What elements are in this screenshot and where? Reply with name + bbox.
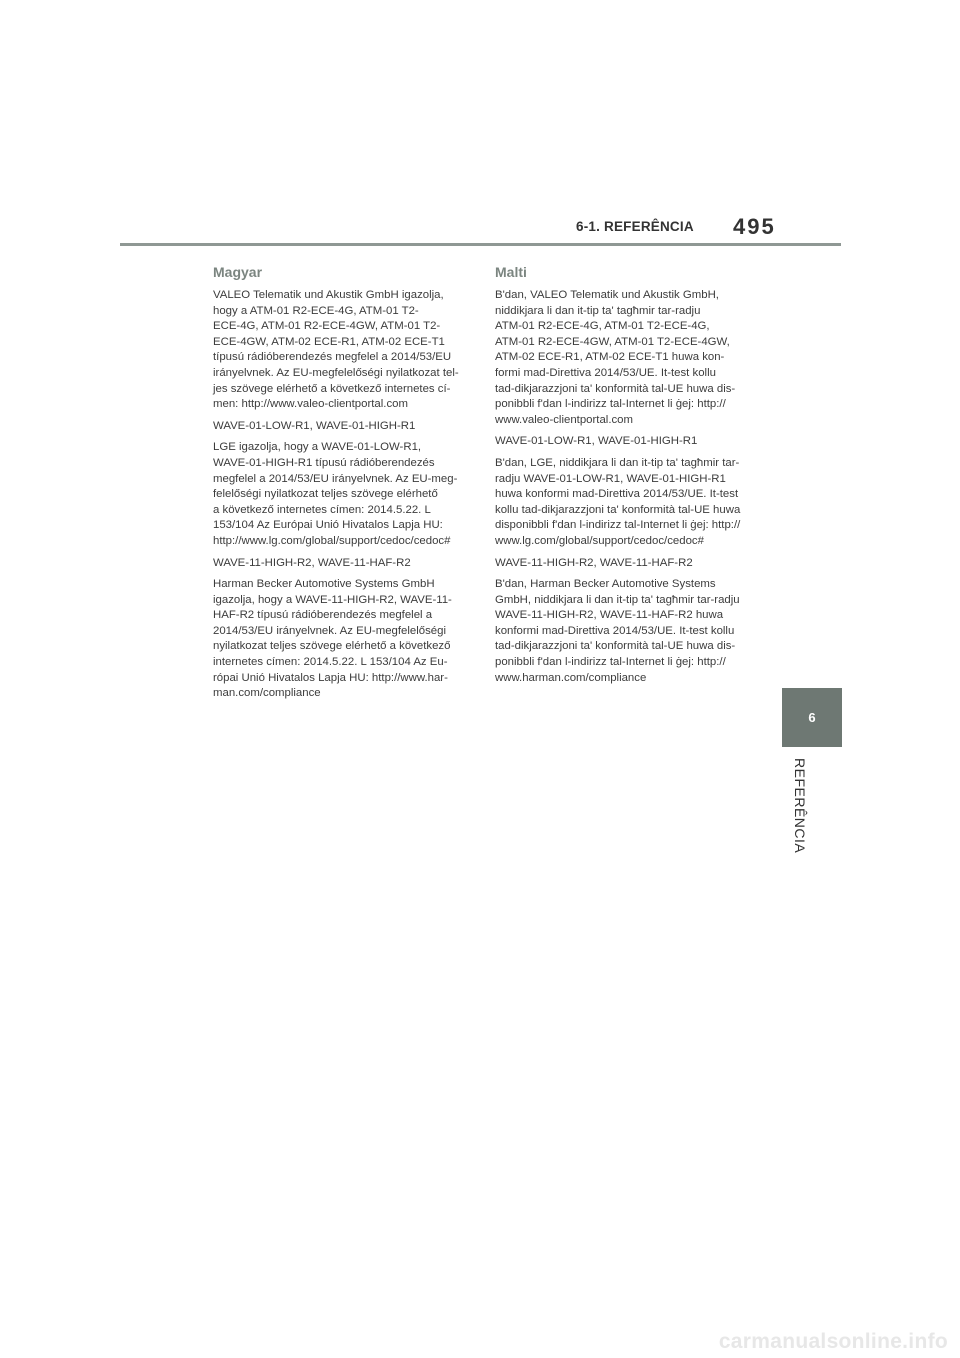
chapter-tab-number: 6 bbox=[808, 710, 816, 725]
paragraph: B'dan, VALEO Telematik und Akustik GmbH, niddikjara li dan it-tip ta' tagħmir tar-radju ATM-01 R2-ECE-4G, ATM-01 T2-ECE-4G, ATM-01 R2-ECE-4GW, ATM-01 T2-ECE-4GW, ATM-02 ECE-R1, ATM-02 ECE-T1 huwa kon- formi mad-Direttiva 2014/53/UE. It-test kollu tad-dikjarazzjoni ta' konformità tal-UE huwa dis- ponibbli f'dan l-indirizz tal-Internet li ġej: http:// www.valeo-clientportal.com bbox=[495, 289, 736, 426]
paragraph: Harman Becker Automotive Systems GmbH igazolja, hogy a WAVE-11-HIGH-R2, WAVE-11- HAF-R2 típusú rádióberendezés megfelel a 2014/53/EU irányelvnek. Az EU-megfelelőségi nyilatkozat teljes szövege elérhető a következő internetes címen: 2014.5.22. L 153/104 Az Eu- rópai Unió Hivatalos Lapja HU: http://www.har- man.com/compliance bbox=[213, 578, 452, 700]
paragraph: B'dan, Harman Becker Automotive Systems GmbH, niddikjara li dan it-tip ta' tagħmir tar-radju WAVE-11-HIGH-R2, WAVE-11-HAF-R2 huwa konformi mad-Direttiva 2014/53/UE. It-test kollu tad-dikjarazzjoni ta' konformità tal-UE huwa dis- ponibbli f'dan l-indirizz tal-Internet li ġej: http:// www.harman.com/compliance bbox=[495, 578, 740, 684]
page-number: 495 bbox=[733, 214, 776, 239]
paragraph: VALEO Telematik und Akustik GmbH igazolja, hogy a ATM-01 R2-ECE-4G, ATM-01 T2- ECE-4G, ATM-01 R2-ECE-4GW, ATM-01 T2- ECE-4GW, ATM-02 ECE-R1, ATM-02 ECE-T1 típusú rádióberendezés megfelel a 2014/53/EU irányelvnek. Az EU-megfelelőségi nyilatkozat tel- jes szövege elérhető a következő internetes cí- men: http://www.valeo-clientportal.com bbox=[213, 289, 459, 411]
section-heading-magyar: Magyar bbox=[213, 264, 263, 280]
watermark: carmanualsonline.info bbox=[718, 1330, 948, 1353]
section-title: 6-1. REFERÊNCIA bbox=[576, 219, 694, 234]
paragraph: WAVE-11-HIGH-R2, WAVE-11-HAF-R2 bbox=[495, 556, 693, 569]
paragraph: WAVE-01-LOW-R1, WAVE-01-HIGH-R1 bbox=[213, 419, 416, 432]
paragraph: WAVE-11-HIGH-R2, WAVE-11-HAF-R2 bbox=[213, 556, 411, 569]
paragraph: B'dan, LGE, niddikjara li dan it-tip ta' tagħmir tar- radju WAVE-01-LOW-R1, WAVE-01-HIGH-R1 huwa konformi mad-Direttiva 2014/53/UE. It-test kollu tad-dikjarazzjoni ta' konformità tal-UE huwa disponibbli f'dan l-indirizz tal-Internet li ġej: http:// www.lg.com/global/support/cedoc/cedoc# bbox=[495, 456, 741, 547]
paragraph: WAVE-01-LOW-R1, WAVE-01-HIGH-R1 bbox=[495, 435, 698, 448]
chapter-tab-label: REFERÊNCIA bbox=[792, 758, 808, 854]
column-malti bbox=[495, 262, 745, 692]
column-magyar bbox=[213, 262, 463, 708]
paragraph: LGE igazolja, hogy a WAVE-01-LOW-R1, WAVE-01-HIGH-R1 típusú rádióberendezés megfelel a 2014/53/EU irányelvnek. Az EU-meg- felelőségi nyilatkozat teljes szövege elérhető a következő internetes címen: 2014.5.22. L 153/104 Az Európai Unió Hivatalos Lapja HU: http://www.lg.com/global/support/cedoc/cedoc# bbox=[213, 441, 458, 547]
chapter-tab bbox=[782, 688, 842, 747]
section-heading-malti: Malti bbox=[495, 264, 527, 280]
header-divider bbox=[120, 243, 841, 246]
